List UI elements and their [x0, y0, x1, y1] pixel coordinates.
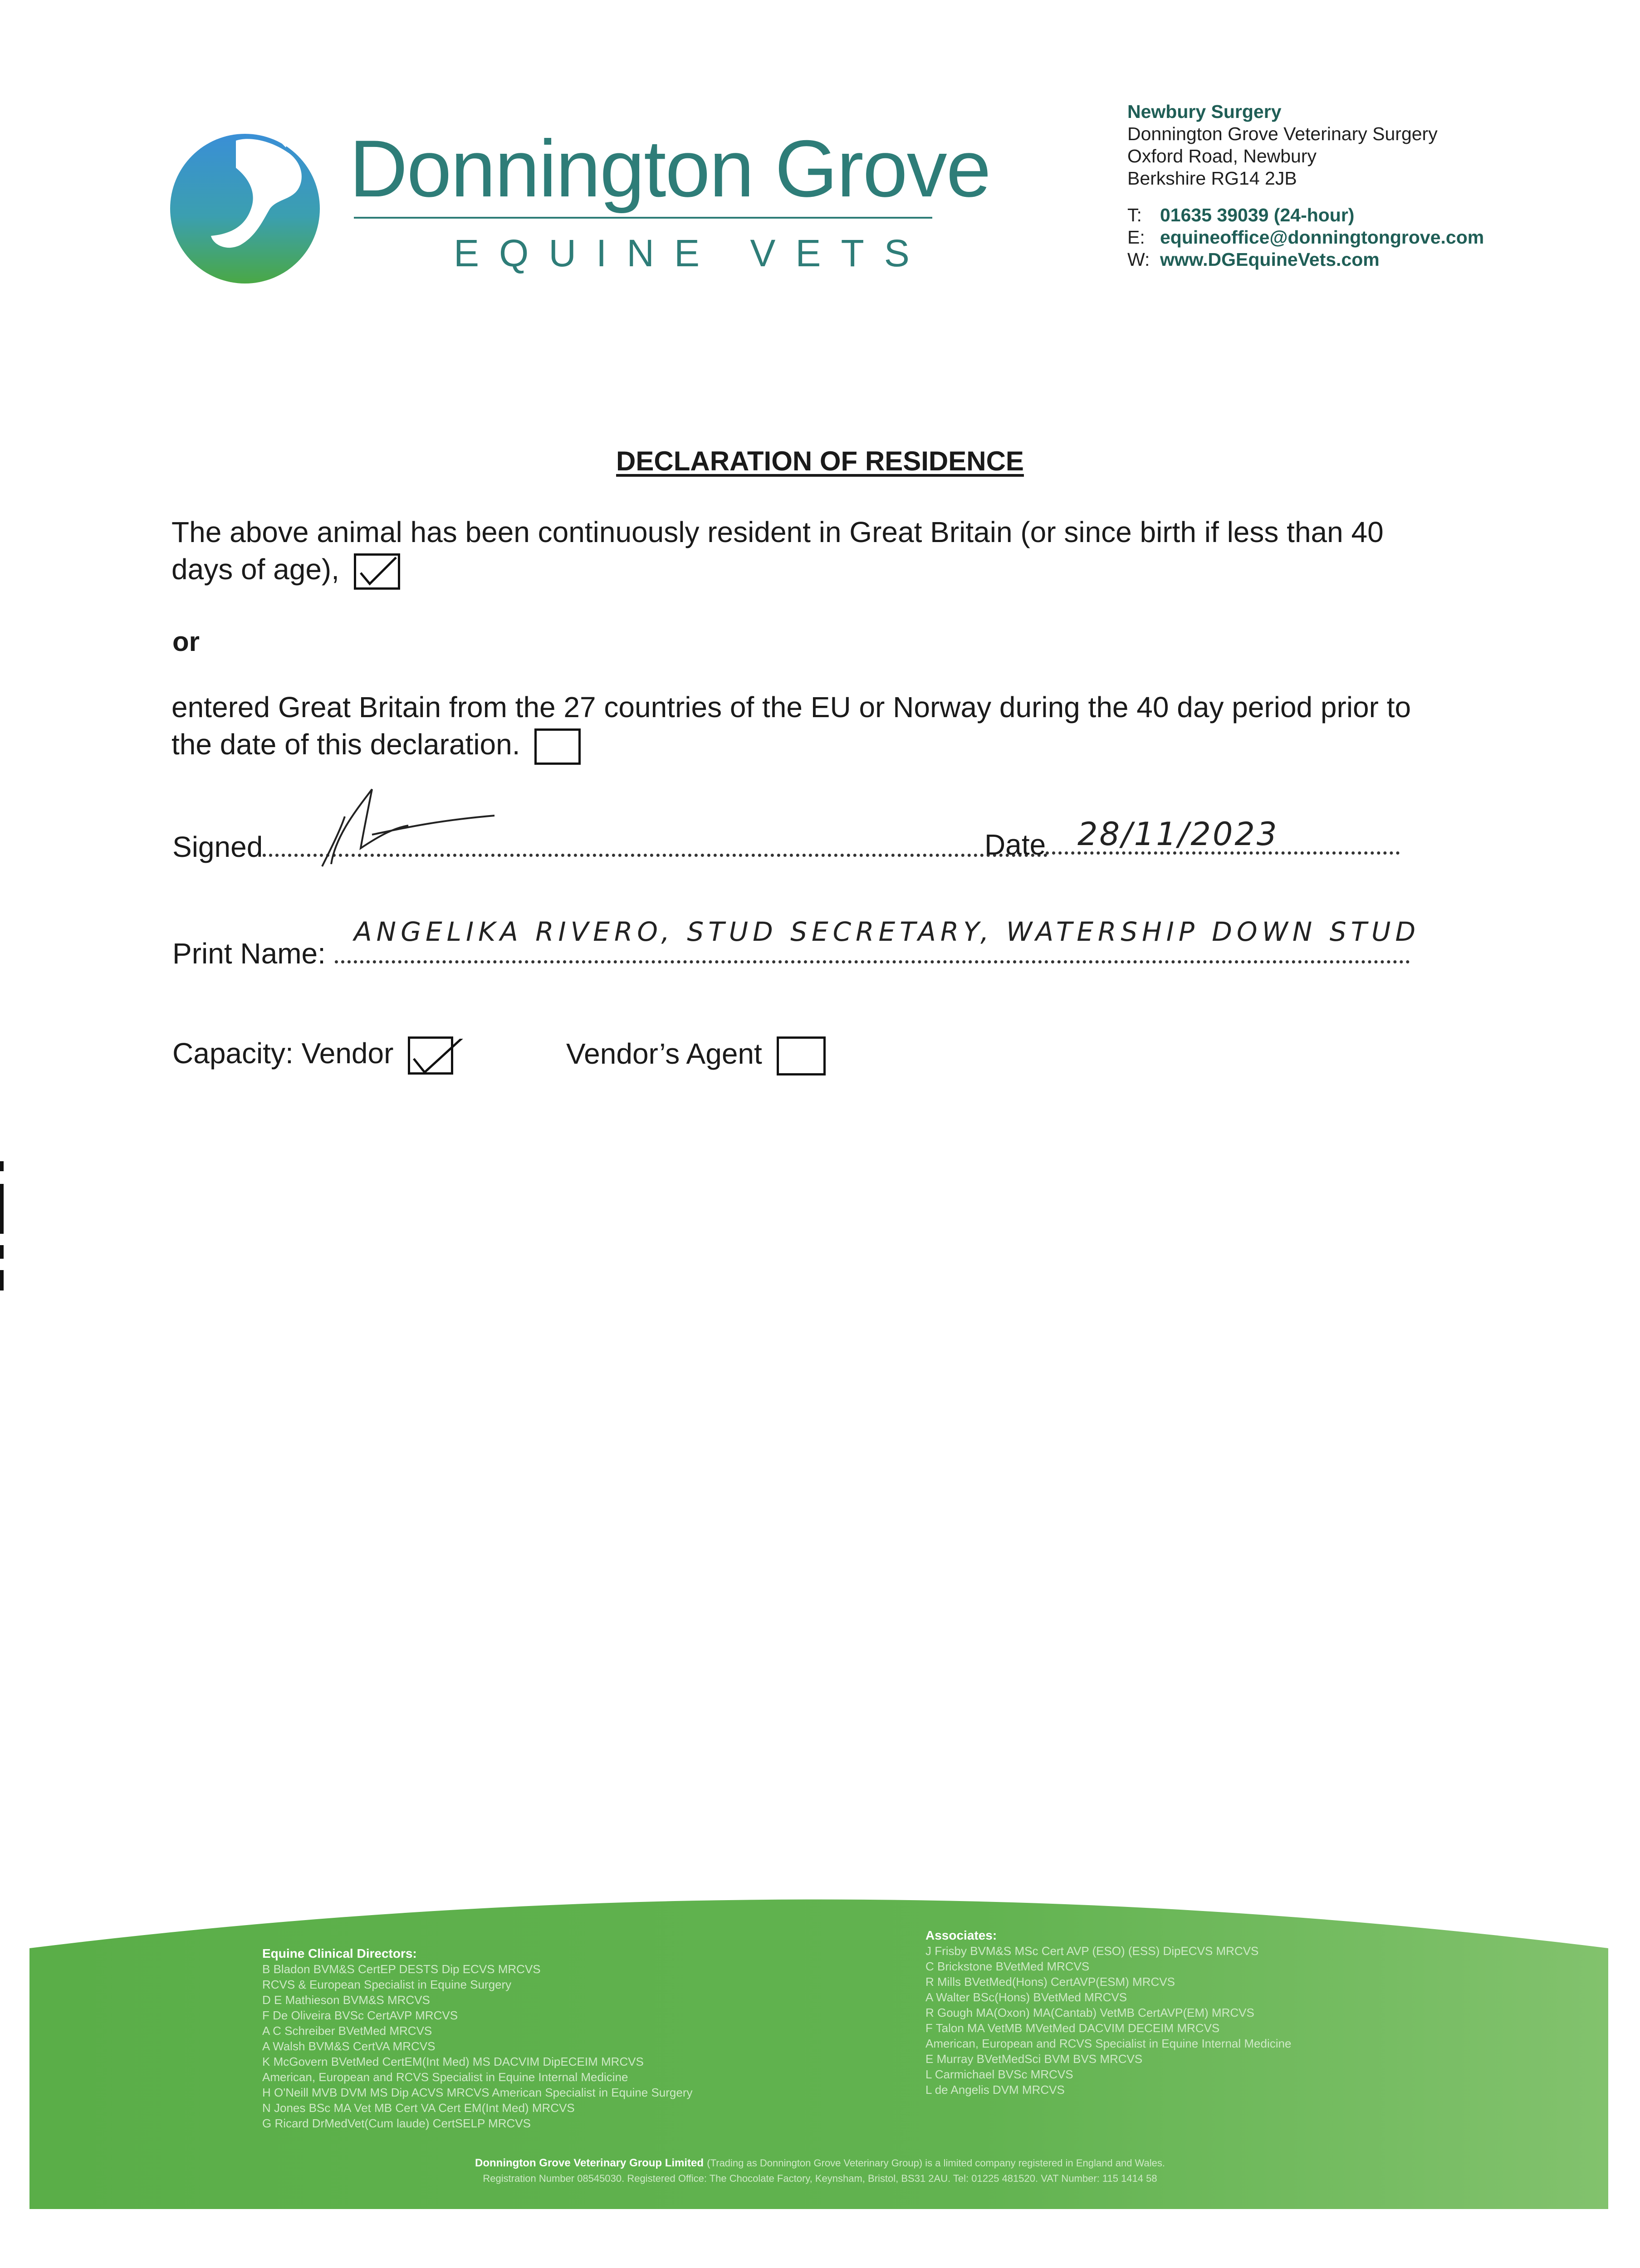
residence-statement	[171, 513, 1433, 590]
associate-line: E Murray BVetMedSci BVM BVS MRCVS	[925, 2052, 1143, 2066]
capacity-field	[172, 1036, 453, 1075]
associate-line: A Walter BSc(Hons) BVetMed MRCVS	[925, 1990, 1127, 2004]
brand-divider	[354, 217, 932, 219]
web-label: W:	[1127, 249, 1150, 270]
associate-line: R Mills BVetMed(Hons) CertAVP(ESM) MRCVS	[925, 1975, 1175, 1989]
checkmark-icon	[410, 1039, 469, 1077]
address-line-2: Oxford Road, Newbury	[1127, 146, 1317, 166]
associate-line: American, European and RCVS Specialist in Equine Internal Medicine	[925, 2037, 1292, 2050]
director-line: A C Schreiber BVetMed MRCVS	[262, 2024, 432, 2038]
director-line: G Ricard DrMedVet(Cum laude) CertSELP MRCVS	[262, 2116, 531, 2130]
entry-text: entered Great Britain from the 27 countries of the EU or Norway during the 40 day period prior to the date of this declaration.	[171, 691, 1411, 761]
brand-logo-mark	[168, 122, 331, 286]
email-row	[1127, 226, 1484, 249]
print-name-line[interactable]	[335, 960, 1410, 963]
footer-directors	[262, 1946, 693, 2131]
director-line: H O'Neill MVB DVM MS Dip ACVS MRCVS American Specialist in Equine Surgery	[262, 2086, 693, 2099]
director-line: A Walsh BVM&S CertVA MRCVS	[262, 2039, 436, 2053]
directors-heading: Equine Clinical Directors:	[262, 1946, 417, 1960]
signature-mark	[304, 780, 513, 871]
agent-field	[566, 1036, 826, 1075]
director-line: F De Oliveira BVSc CertAVP MRCVS	[262, 2009, 458, 2022]
brand-name: Donnington Grove	[349, 123, 990, 214]
document-title: DECLARATION OF RESIDENCE	[616, 446, 1024, 476]
print-name-label: Print Name:	[172, 937, 326, 970]
associate-line: R Gough MA(Oxon) MA(Cantab) VetMB CertAVP(EM) MRCVS	[925, 2006, 1254, 2019]
company-registration: Registration Number 08545030. Registered Office: The Chocolate Factory, Keynsham, Bristol, BS31 2AU. Tel: 01225 481520. VAT Number: 115 1414 58	[483, 2173, 1157, 2184]
checkmark-icon	[356, 556, 398, 587]
brand-subtitle: EQUINE VETS	[454, 232, 930, 274]
phone-label: T:	[1127, 205, 1142, 225]
or-separator: or	[172, 626, 200, 657]
associates-heading: Associates:	[925, 1928, 997, 1942]
resident-checkbox[interactable]	[354, 553, 400, 590]
director-line: N Jones BSc MA Vet MB Cert VA Cert EM(Int Med) MRCVS	[262, 2101, 575, 2115]
associate-line: J Frisby BVM&S MSc Cert AVP (ESO) (ESS) DipECVS MRCVS	[925, 1944, 1259, 1958]
director-line: American, European and RCVS Specialist in Equine Internal Medicine	[262, 2070, 628, 2084]
contact-block	[1127, 101, 1484, 271]
signed-label: Signed	[172, 831, 263, 863]
associate-line: L Carmichael BVSc MRCVS	[925, 2068, 1073, 2081]
surgery-name: Newbury Surgery	[1127, 101, 1282, 122]
address-line-3: Berkshire RG14 2JB	[1127, 168, 1297, 189]
phone-row	[1127, 204, 1484, 226]
web-row	[1127, 249, 1484, 271]
associate-line: L de Angelis DVM MRCVS	[925, 2083, 1065, 2097]
address-line-1: Donnington Grove Veterinary Surgery	[1127, 123, 1438, 144]
agent-checkbox[interactable]	[777, 1036, 826, 1075]
date-label: Date	[984, 828, 1046, 861]
vendor-checkbox[interactable]	[408, 1036, 453, 1075]
web-link[interactable]: www.DGEquineVets.com	[1160, 249, 1380, 270]
margin-mark	[0, 1161, 4, 1171]
associate-line: C Brickstone BVetMed MRCVS	[925, 1960, 1090, 1973]
entered-checkbox[interactable]	[534, 728, 581, 765]
margin-mark	[0, 1184, 4, 1234]
entry-statement	[171, 689, 1433, 765]
associate-line: F Talon MA VetMB MVetMed DACVIM DECEIM MRCVS	[925, 2021, 1220, 2035]
residence-text: The above animal has been continuously resident in Great Britain (or since birth if less than 40 days of age),	[171, 516, 1384, 586]
capacity-label: Capacity: Vendor	[172, 1037, 394, 1070]
director-line: RCVS & European Specialist in Equine Surgery	[262, 1978, 512, 1991]
margin-mark	[0, 1270, 4, 1290]
footer-company-info	[0, 2155, 1640, 2186]
phone-number: 01635 39039 (24-hour)	[1160, 205, 1355, 225]
email-link[interactable]: equineoffice@donningtongrove.com	[1160, 227, 1484, 248]
date-value: 28/11/2023	[1077, 816, 1279, 853]
company-name: Donnington Grove Veterinary Group Limited	[475, 2157, 704, 2169]
agent-label: Vendor’s Agent	[566, 1037, 762, 1070]
print-name-value: ANGELIKA RIVERO, STUD SECRETARY, WATERSHIP DOWN STUD	[354, 916, 1420, 947]
director-line: K McGovern BVetMed CertEM(Int Med) MS DACVIM DipECEIM MRCVS	[262, 2055, 644, 2068]
footer-associates	[925, 1928, 1291, 2097]
director-line: B Bladon BVM&S CertEP DESTS Dip ECVS MRCVS	[262, 1962, 541, 1976]
company-trading: (Trading as Donnington Grove Veterinary Group) is a limited company registered in England and Wales.	[707, 2157, 1165, 2169]
margin-mark	[0, 1245, 4, 1259]
director-line: D E Mathieson BVM&S MRCVS	[262, 1993, 430, 2007]
email-label: E:	[1127, 227, 1145, 248]
